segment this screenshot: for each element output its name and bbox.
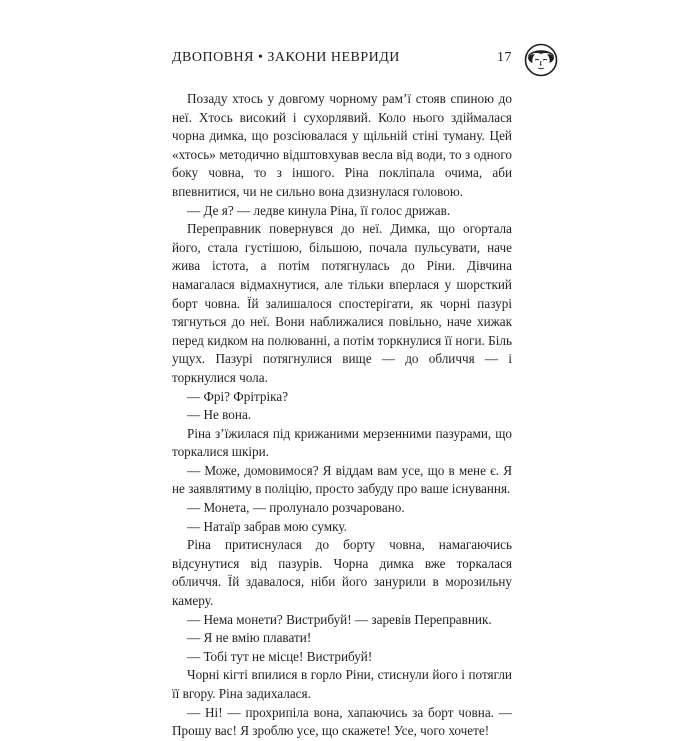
paragraph: Ріна притиснулася до борту човна, намагаючись відсунутися від пазурів. Чорна димка вже торкалася обличчя. Їй здавалося, ніби його занурили в морозильну камеру. xyxy=(172,537,512,609)
body-text xyxy=(172,90,512,741)
running-title: ДВОПОВНЯ • ЗАКОНИ НЕВРИДИ xyxy=(172,50,400,65)
paragraph: — Де я? — ледве кинула Ріна, її голос дрижав. xyxy=(187,202,451,218)
paragraph: Позаду хтось у довгому чорному рам’ї стояв спиною до неї. Хтось високий і сухорлявий. Коло нього здіймалася чорна димка, що розсіювалася у щільній стіні туману. Цей «хтось» методично відштовхував весла від води, то з одного боку човна, то з іншого. Ріна поклiпала очима, аби впевнитися, чи не сильно вона дзизнулася головою. xyxy=(172,91,512,199)
paragraph: — Тобі тут не місце! Вистрибуй! xyxy=(187,648,373,664)
paragraph: — Може, домовимося? Я віддам вам усе, що в мене є. Я не заявлятиму в поліцію, просто забуду про ваше існування. xyxy=(172,462,512,497)
paragraph: — Нема монети? Вистрибуй! — заревів Переправник. xyxy=(187,611,492,627)
moon-face-icon xyxy=(524,43,558,77)
paragraph: — Не вона. xyxy=(187,407,252,423)
running-head xyxy=(172,50,512,70)
paragraph: — Фрі? Фрітріка? xyxy=(187,388,289,404)
paragraph: — Ні! — прохрипіла вона, хапаючись за борт човна. — Прошу вас! Я зроблю усе, що скажете! Усе, чого хочете! xyxy=(172,704,512,739)
paragraph: — Натаїр забрав мою сумку. xyxy=(187,518,347,534)
page-number: 17 xyxy=(497,50,512,65)
paragraph: — Монета, — пролунало розчаровано. xyxy=(187,500,405,516)
paragraph: Ріна з’їжилася під крижаними мерзенними пазурами, що торкалися шкіри. xyxy=(172,425,512,460)
paragraph: Чорні кігті впилися в горло Ріни, стиснули його і потягли її вгору. Ріна задихалася. xyxy=(172,667,512,701)
paragraph: Переправник повернувся до неї. Димка, що огортала його, стала густішою, більшою, почала пульсувати, наче жива істота, а потім потягнулась до Ріни. Дівчина намагалася відмахнутися, але тільки вперлася у шорсткий борт човна. Їй залишалося спостерігати, як чорні пазурі тягнуться до неї. Вони наближалися повільно, наче хижак перед кидком на полюванні, а потім торкнулися її ноги. Біль ущух. Пазурі потягнулися вище — до обличчя — і торкнулися чола. xyxy=(172,221,512,385)
paragraph: — Я не вмію плавати! xyxy=(187,630,312,646)
